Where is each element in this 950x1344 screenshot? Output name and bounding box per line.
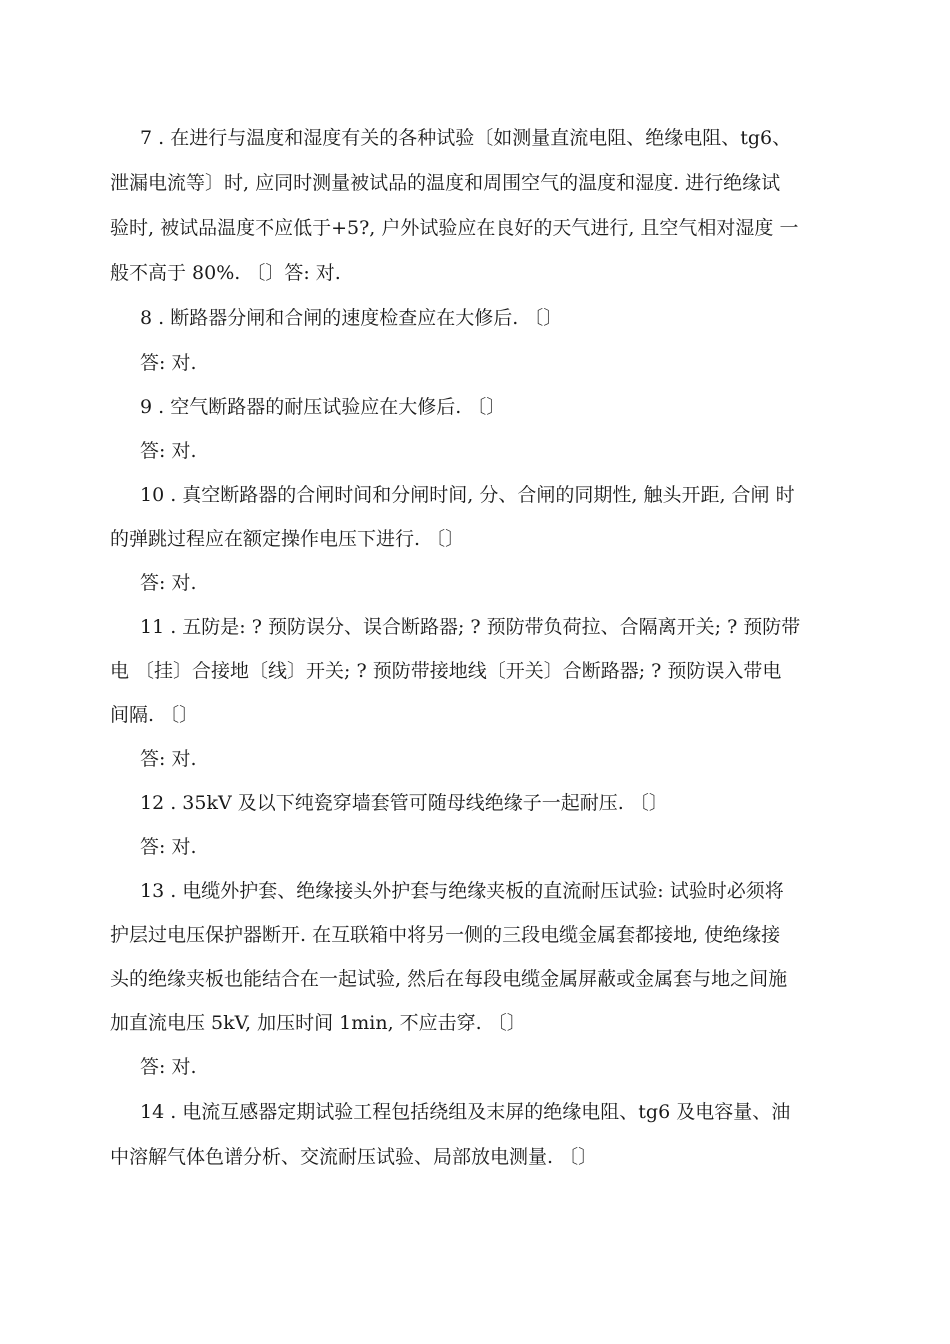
q14-line-1: 14 . 电流互感器定期试验工程包括绕组及末屏的绝缘电阻、tg6 及电容量、油 [140, 1101, 791, 1123]
q7-line-2: 泄漏电流等〕时, 应同时测量被试品的温度和周围空气的温度和湿度. 进行绝缘试 [110, 172, 781, 194]
q10-answer: 答: 对. [140, 572, 197, 594]
q13-line-2: 护层过电压保护器断开. 在互联箱中将另一侧的三段电缆金属套都接地, 使绝缘接 [110, 924, 781, 946]
q11-line-1: 11 . 五防是: ? 预防误分、误合断路器; ? 预防带负荷拉、合隔离开关; ? 预防带 [140, 616, 801, 638]
q8-answer: 答: 对. [140, 352, 197, 374]
q12-question: 12 . 35kV 及以下纯瓷穿墙套管可随母线绝缘子一起耐压. 〔〕 [140, 792, 668, 814]
q11-answer: 答: 对. [140, 748, 197, 770]
q11-line-3: 间隔. 〔〕 [110, 704, 199, 726]
q10-line-2: 的弹跳过程应在额定操作电压下进行. 〔〕 [110, 528, 465, 550]
q12-answer: 答: 对. [140, 836, 197, 858]
q7-line-4: 般不高于 80%. 〔〕答: 对. [110, 262, 341, 284]
q9-answer: 答: 对. [140, 440, 197, 462]
q13-line-3: 头的绝缘夹板也能结合在一起试验, 然后在每段电缆金属屏蔽或金属套与地之间施 [110, 968, 788, 990]
q10-line-1: 10 . 真空断路器的合闸时间和分闸时间, 分、合闸的同期性, 触头开距, 合闸 时 [140, 484, 795, 506]
q13-line-4: 加直流电压 5kV, 加压时间 1min, 不应击穿. 〔〕 [110, 1012, 526, 1034]
q14-line-2: 中溶解气体色谱分析、交流耐压试验、局部放电测量. 〔〕 [110, 1146, 598, 1168]
q8-question: 8 . 断路器分闸和合闸的速度检查应在大修后. 〔〕 [140, 307, 563, 329]
q7-line-1: 7 . 在进行与温度和湿度有关的各种试验〔如测量直流电阻、绝缘电阻、tg6、 [140, 127, 792, 149]
q13-line-1: 13 . 电缆外护套、绝缘接头外护套与绝缘夹板的直流耐压试验: 试验时必须将 [140, 880, 784, 902]
q11-line-2: 电 〔挂〕合接地〔线〕开关; ? 预防带接地线〔开关〕合断路器; ? 预防误入带电 [110, 660, 782, 682]
q9-question: 9 . 空气断路器的耐压试验应在大修后. 〔〕 [140, 396, 506, 418]
q13-answer: 答: 对. [140, 1056, 197, 1078]
q7-line-3: 验时, 被试品温度不应低于+5?, 户外试验应在良好的天气进行, 且空气相对湿度 一 [110, 217, 799, 239]
